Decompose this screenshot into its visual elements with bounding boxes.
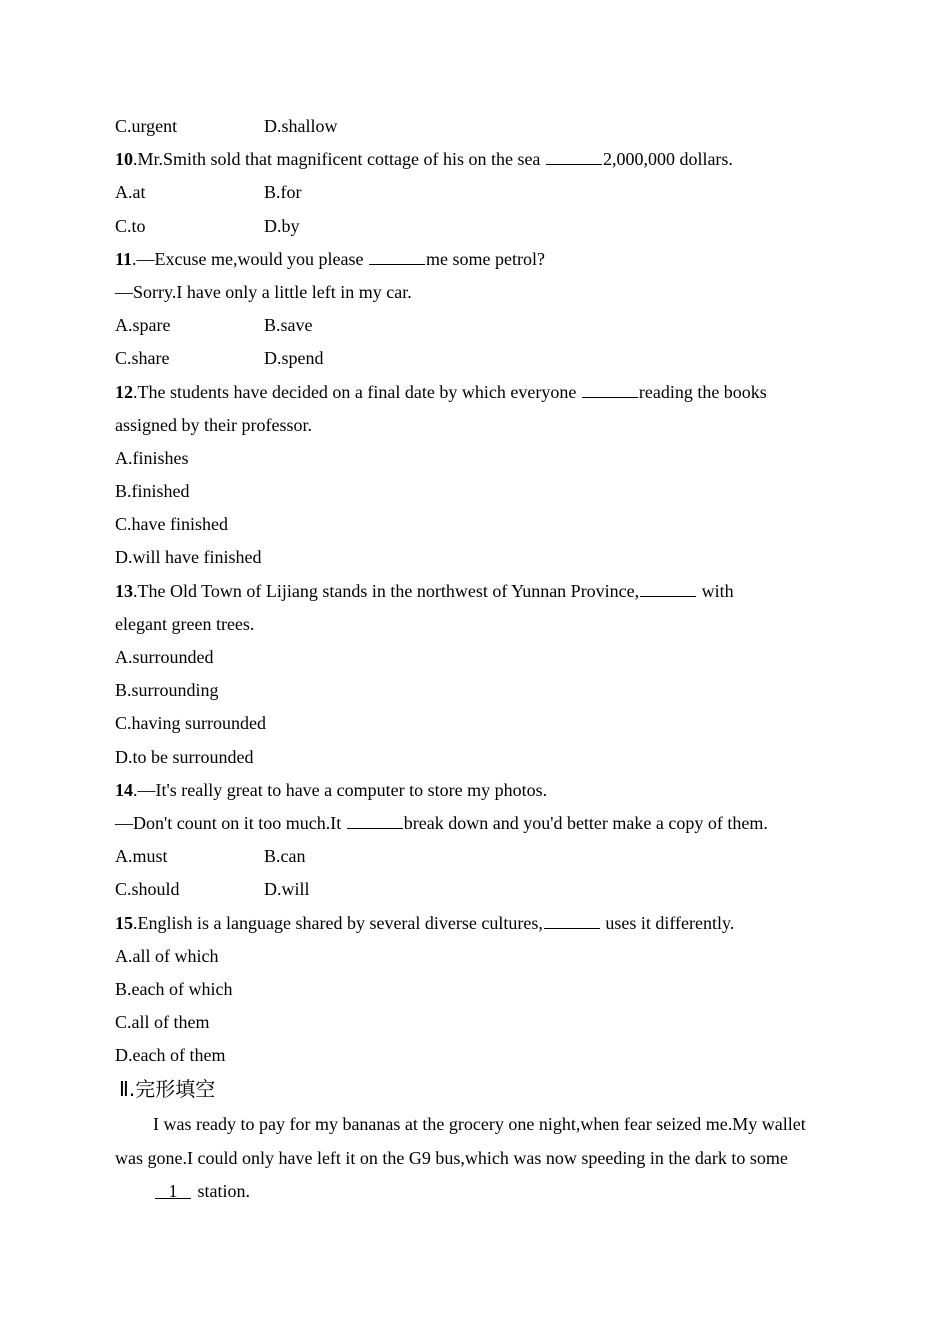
q12-answer-blank[interactable] bbox=[582, 381, 638, 398]
q9-options-cd bbox=[115, 110, 825, 143]
cloze-text-a: I was ready to pay for my bananas at the grocery one night,when fear seized me.My wallet was gone.I could only have left it on the G9 bus,which was now speeding in the dark to some bbox=[115, 1114, 806, 1168]
q11-stem-b: me some petrol? bbox=[425, 248, 545, 269]
q11-answer-blank[interactable] bbox=[369, 248, 425, 265]
q10-option-a[interactable]: A.at bbox=[115, 182, 146, 203]
q14-option-b[interactable]: B.can bbox=[264, 846, 306, 867]
q13-stem-a: .The Old Town of Lijiang stands in the northwest of Yunnan Province, bbox=[133, 580, 640, 601]
q14-number: 14 bbox=[115, 779, 133, 800]
q12-stem-b: reading the books bbox=[638, 381, 767, 402]
q12-option-b[interactable]: B.finished bbox=[115, 481, 190, 502]
q15-option-c[interactable]: C.all of them bbox=[115, 1012, 210, 1033]
q10-stem-b: 2,000,000 dollars. bbox=[602, 149, 733, 170]
q13-option-c[interactable]: C.having surrounded bbox=[115, 713, 266, 734]
q9-option-d[interactable]: D.shallow bbox=[264, 116, 338, 136]
q12-stem-a: .The students have decided on a final date by which everyone bbox=[133, 381, 581, 402]
q13-answer-blank[interactable] bbox=[640, 580, 696, 597]
q12-stem-continued: assigned by their professor. bbox=[115, 414, 312, 435]
q14-answer-blank[interactable] bbox=[347, 812, 403, 829]
q13-stem bbox=[115, 575, 825, 608]
cloze-blank-1[interactable] bbox=[115, 1175, 193, 1209]
q10-number: 10 bbox=[115, 149, 133, 170]
q11-options-ab bbox=[115, 309, 825, 342]
q15-answer-blank[interactable] bbox=[544, 912, 600, 929]
q15-option-b[interactable]: B.each of which bbox=[115, 978, 233, 999]
cloze-paragraph bbox=[115, 1108, 825, 1209]
section-title: Ⅱ.完形填空 bbox=[119, 1077, 216, 1102]
q12-number: 12 bbox=[115, 381, 133, 402]
q10-stem-a: .Mr.Smith sold that magnificent cottage of his on the sea bbox=[133, 149, 545, 170]
q15-stem-b: uses it differently. bbox=[600, 912, 735, 933]
q13-number: 13 bbox=[115, 580, 133, 601]
cloze-text-b: station. bbox=[193, 1181, 250, 1202]
q14-option-a[interactable]: A.must bbox=[115, 846, 168, 867]
q14-option-c[interactable]: C.should bbox=[115, 879, 180, 900]
q14-options-cd bbox=[115, 873, 825, 906]
q10-stem bbox=[115, 143, 825, 176]
q11-stem-a: .—Excuse me,would you please bbox=[132, 248, 368, 269]
q12-option-a[interactable]: A.finishes bbox=[115, 447, 189, 468]
q15-stem bbox=[115, 907, 825, 940]
q10-option-c[interactable]: C.to bbox=[115, 215, 146, 236]
q11-option-a[interactable]: A.spare bbox=[115, 315, 171, 336]
q10-option-d[interactable]: D.by bbox=[264, 215, 300, 236]
q15-stem-a: .English is a language shared by several diverse cultures, bbox=[133, 912, 543, 933]
q11-option-b[interactable]: B.save bbox=[264, 315, 313, 336]
q15-option-a[interactable]: A.all of which bbox=[115, 945, 219, 966]
q14-stem-a: .—It's really great to have a computer to store my photos. bbox=[133, 779, 548, 800]
q12-option-d[interactable]: D.will have finished bbox=[115, 547, 262, 568]
q11-option-c[interactable]: C.share bbox=[115, 348, 170, 369]
q11-options-cd bbox=[115, 342, 825, 375]
worksheet-page bbox=[115, 110, 825, 1209]
q15-number: 15 bbox=[115, 912, 133, 933]
q10-options-ab bbox=[115, 176, 825, 209]
q14-reply bbox=[115, 807, 825, 840]
q13-option-d[interactable]: D.to be surrounded bbox=[115, 746, 254, 767]
q9-option-c[interactable]: C.urgent bbox=[115, 116, 178, 136]
q10-option-b[interactable]: B.for bbox=[264, 182, 302, 203]
q12-stem bbox=[115, 376, 825, 409]
cloze-blank-number: 1 bbox=[168, 1181, 178, 1202]
q10-options-cd bbox=[115, 210, 825, 243]
q14-options-ab bbox=[115, 840, 825, 873]
q14-stem bbox=[115, 774, 825, 807]
q11-option-d[interactable]: D.spend bbox=[264, 348, 324, 369]
q10-answer-blank[interactable] bbox=[546, 148, 602, 165]
q13-option-b[interactable]: B.surrounding bbox=[115, 680, 219, 701]
q12-option-c[interactable]: C.have finished bbox=[115, 514, 228, 535]
q13-stem-b: with bbox=[697, 580, 734, 601]
q11-reply: —Sorry.I have only a little left in my car. bbox=[115, 281, 412, 302]
q14-option-d[interactable]: D.will bbox=[264, 879, 310, 900]
q14-reply-b: break down and you'd better make a copy of them. bbox=[403, 812, 768, 833]
q15-option-d[interactable]: D.each of them bbox=[115, 1045, 226, 1066]
q14-reply-a: —Don't count on it too much.It bbox=[115, 812, 346, 833]
q11-number: 11 bbox=[115, 248, 133, 269]
q13-option-a[interactable]: A.surrounded bbox=[115, 647, 214, 667]
q11-stem bbox=[115, 243, 825, 276]
q13-stem-continued: elegant green trees. bbox=[115, 613, 255, 634]
